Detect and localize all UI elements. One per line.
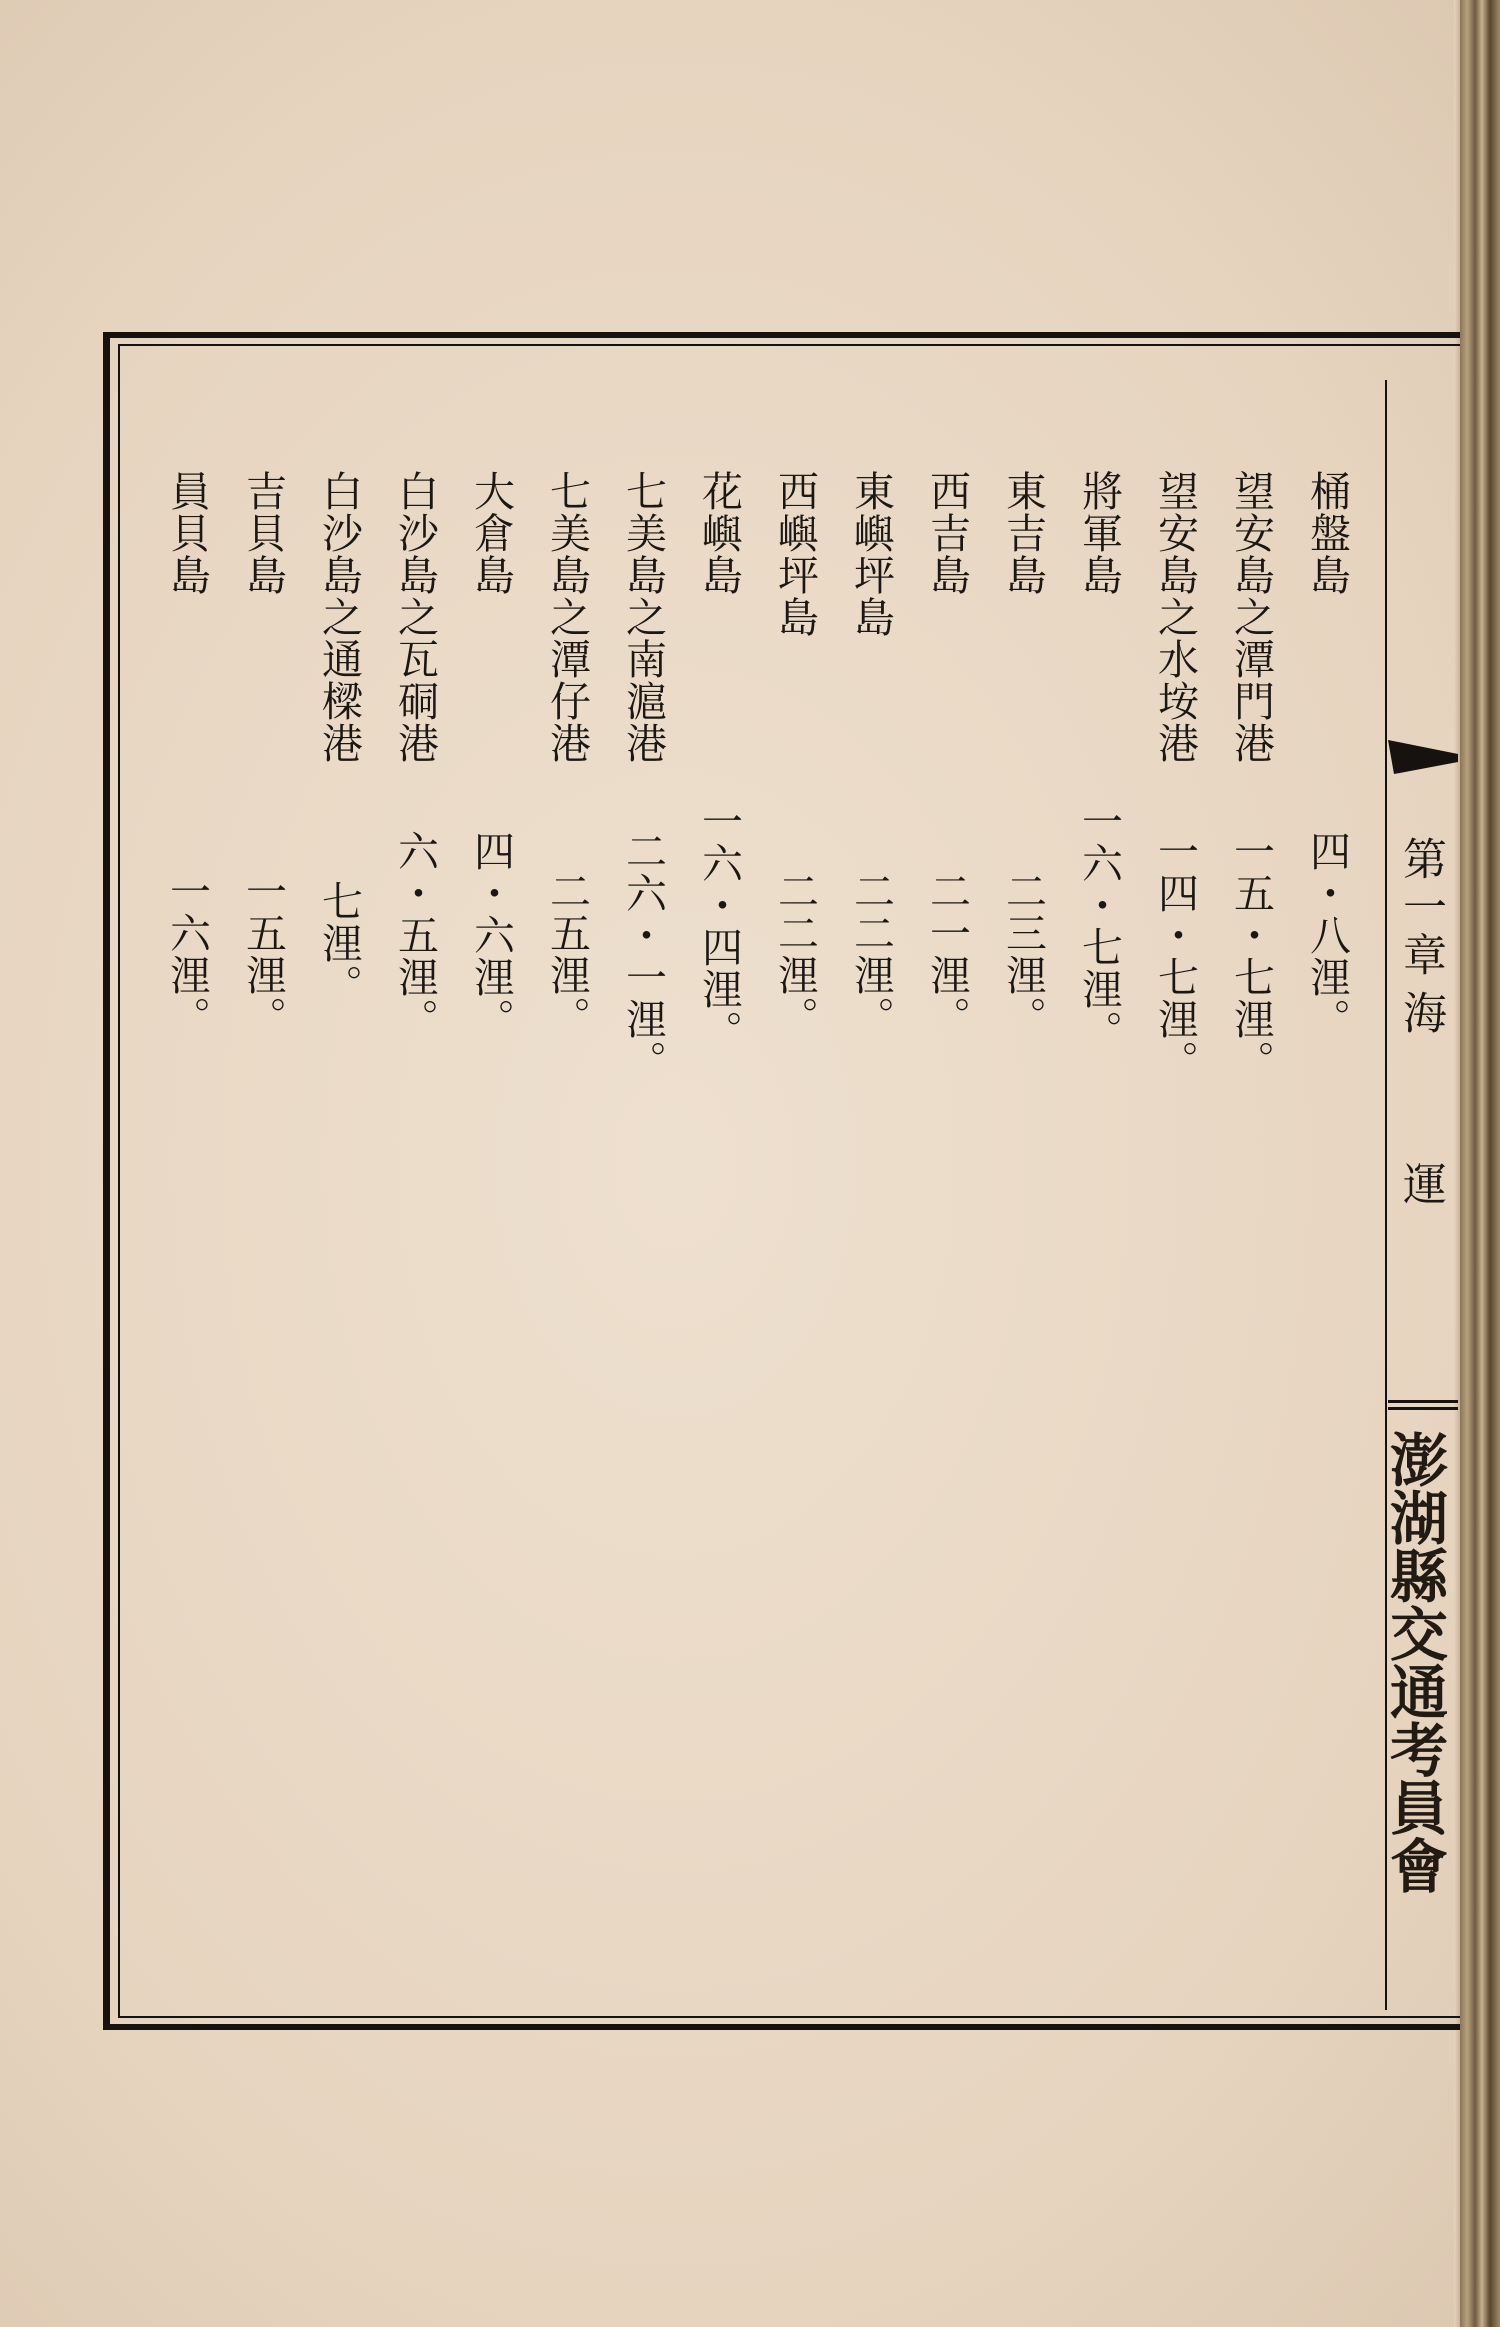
margin-header — [1380, 740, 1458, 2000]
chapter-number: 第一章 — [1395, 836, 1446, 980]
list-item — [388, 470, 442, 1590]
list-item — [1224, 470, 1278, 1590]
list-item — [236, 470, 290, 1590]
place-name: 七美島之潭仔港 — [543, 470, 591, 764]
place-name: 西嶼坪島 — [771, 470, 819, 638]
list-item — [844, 470, 898, 1590]
list-item — [920, 470, 974, 1590]
place-name: 吉貝島 — [239, 470, 287, 596]
distance-value: 二三浬。 — [999, 870, 1047, 1038]
list-item — [312, 470, 366, 1590]
distance-value: 二五浬。 — [543, 870, 591, 1038]
list-item — [1300, 470, 1354, 1590]
fishtail-ornament — [1388, 740, 1458, 784]
place-name: 東吉島 — [999, 470, 1047, 596]
distance-value: 二六・一浬。 — [619, 830, 667, 1082]
margin-rule — [1388, 1400, 1458, 1410]
place-name: 桶盤島 — [1303, 470, 1351, 596]
chapter-title: 海 運 — [1395, 990, 1446, 1243]
place-name: 西吉島 — [923, 470, 971, 596]
distance-value: 一四・七浬。 — [1151, 830, 1199, 1082]
place-name: 白沙島之通樑港 — [315, 470, 363, 764]
distance-value: 七浬。 — [315, 880, 363, 1006]
list-item — [540, 470, 594, 1590]
place-name: 將軍島 — [1075, 470, 1123, 596]
place-name: 望安島之潭門港 — [1227, 470, 1275, 764]
book-spine — [1460, 0, 1500, 2327]
list-item — [1072, 470, 1126, 1590]
list-item — [464, 470, 518, 1590]
place-name: 白沙島之瓦硐港 — [391, 470, 439, 764]
distance-value: 一六浬。 — [163, 870, 211, 1038]
distance-value: 一六・四浬。 — [695, 800, 743, 1052]
list-item — [768, 470, 822, 1590]
distance-value: 四・八浬。 — [1303, 830, 1351, 1040]
list-item — [616, 470, 670, 1590]
list-item — [1148, 470, 1202, 1590]
book-title: 澎湖縣交通考員會 — [1380, 1430, 1448, 1894]
place-name: 望安島之水垵港 — [1151, 470, 1199, 764]
list-item — [160, 470, 214, 1590]
list-item — [692, 470, 746, 1590]
list-item — [996, 470, 1050, 1590]
distance-value: 六・五浬。 — [391, 830, 439, 1040]
place-name: 東嶼坪島 — [847, 470, 895, 638]
distance-value: 四・六浬。 — [467, 830, 515, 1040]
distance-value: 二二浬。 — [847, 870, 895, 1038]
distance-value: 二一浬。 — [923, 870, 971, 1038]
place-name: 員貝島 — [163, 470, 211, 596]
distance-value: 一六・七浬。 — [1075, 800, 1123, 1052]
distance-value: 一五浬。 — [239, 870, 287, 1038]
distance-value: 二二浬。 — [771, 870, 819, 1038]
distance-value: 一五・七浬。 — [1227, 830, 1275, 1082]
place-name: 大倉島 — [467, 470, 515, 596]
place-name: 七美島之南滬港 — [619, 470, 667, 764]
place-name: 花嶼島 — [695, 470, 743, 596]
